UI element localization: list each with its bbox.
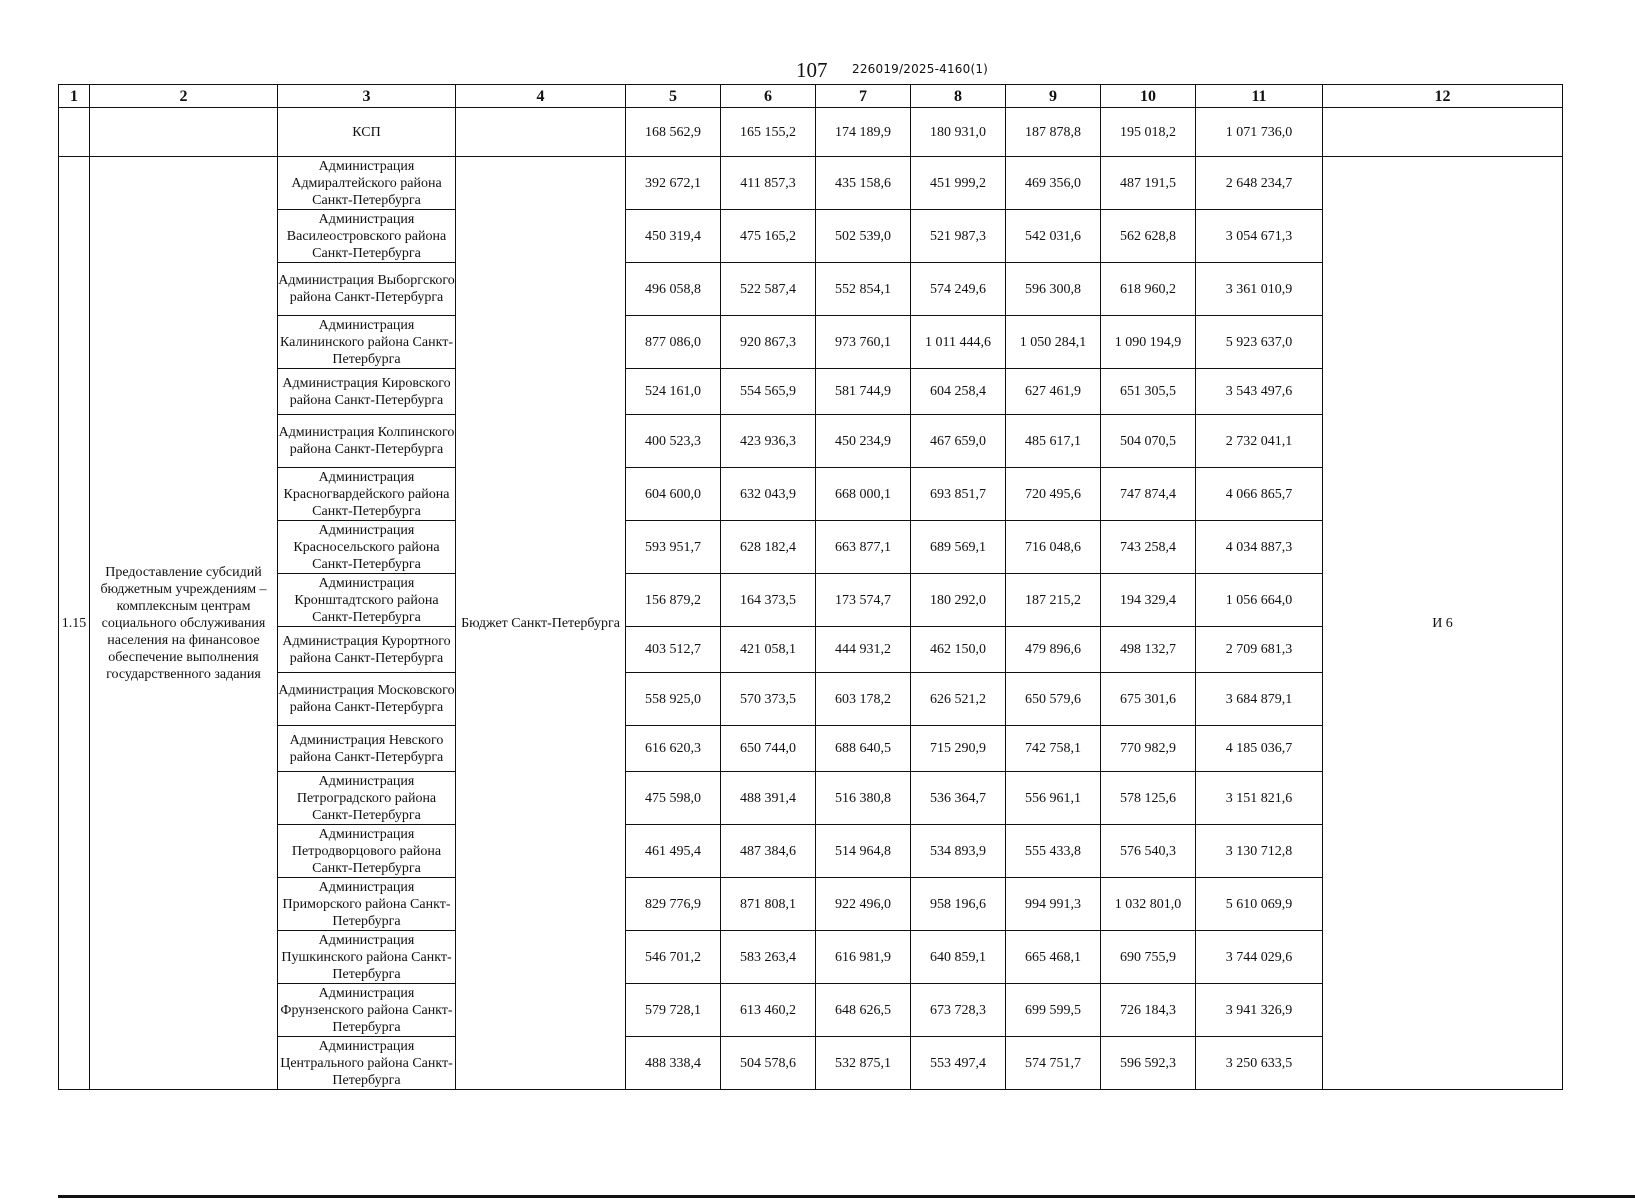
- value-cell: 726 184,3: [1101, 984, 1196, 1037]
- value-cell: 627 461,9: [1006, 369, 1101, 415]
- total-cell: 3 361 010,9: [1196, 263, 1323, 316]
- value-cell: 554 565,9: [721, 369, 816, 415]
- value-cell: 596 300,8: [1006, 263, 1101, 316]
- value-cell: 444 931,2: [816, 627, 911, 673]
- value-cell: 467 659,0: [911, 415, 1006, 468]
- document-code: 226019/2025-4160(1): [852, 62, 989, 76]
- total-cell: 3 151 821,6: [1196, 772, 1323, 825]
- value-cell: 516 380,8: [816, 772, 911, 825]
- value-cell: 581 744,9: [816, 369, 911, 415]
- column-number: 8: [911, 85, 1006, 108]
- value-cell: 973 760,1: [816, 316, 911, 369]
- value-cell: 461 495,4: [626, 825, 721, 878]
- value-cell: 1 011 444,6: [911, 316, 1006, 369]
- organization-cell: Администрация Курортного района Санкт-Петербурга: [278, 627, 456, 673]
- column-number: 4: [456, 85, 626, 108]
- value-cell: 871 808,1: [721, 878, 816, 931]
- total-cell: 3 941 326,9: [1196, 984, 1323, 1037]
- total-cell: 2 732 041,1: [1196, 415, 1323, 468]
- value-cell: 435 158,6: [816, 157, 911, 210]
- value-cell: 487 191,5: [1101, 157, 1196, 210]
- total-cell: 5 610 069,9: [1196, 878, 1323, 931]
- value-cell: 770 982,9: [1101, 726, 1196, 772]
- value-cell: 632 043,9: [721, 468, 816, 521]
- value-cell: 920 867,3: [721, 316, 816, 369]
- organization-cell: Администрация Красногвардейского района Санкт-Петербурга: [278, 468, 456, 521]
- item-number: 1.15: [59, 157, 90, 1090]
- value-cell: 689 569,1: [911, 521, 1006, 574]
- value-cell: 747 874,4: [1101, 468, 1196, 521]
- value-cell: 663 877,1: [816, 521, 911, 574]
- value-cell: 400 523,3: [626, 415, 721, 468]
- organization-cell: Администрация Кировского района Санкт-Петербурга: [278, 369, 456, 415]
- value-cell: 574 249,6: [911, 263, 1006, 316]
- column-number: 9: [1006, 85, 1101, 108]
- organization-cell: Администрация Петроградского района Санкт-Петербурга: [278, 772, 456, 825]
- table-row: [59, 157, 1563, 210]
- column-number: 12: [1323, 85, 1563, 108]
- column-number: 10: [1101, 85, 1196, 108]
- value-cell: 403 512,7: [626, 627, 721, 673]
- value-cell: 165 155,2: [721, 108, 816, 157]
- value-cell: 720 495,6: [1006, 468, 1101, 521]
- organization-cell: Администрация Калининского района Санкт-Петербурга: [278, 316, 456, 369]
- value-cell: 514 964,8: [816, 825, 911, 878]
- value-cell: 194 329,4: [1101, 574, 1196, 627]
- empty-cell: [90, 108, 278, 157]
- page-number: 107: [796, 58, 828, 82]
- total-cell: 4 185 036,7: [1196, 726, 1323, 772]
- ksp-label: КСП: [278, 108, 456, 157]
- empty-cell: [1323, 108, 1563, 157]
- organization-cell: Администрация Кронштадтского района Санкт-Петербурга: [278, 574, 456, 627]
- value-cell: 498 132,7: [1101, 627, 1196, 673]
- organization-cell: Администрация Центрального района Санкт-Петербурга: [278, 1037, 456, 1090]
- value-cell: 716 048,6: [1006, 521, 1101, 574]
- total-cell: 1 056 664,0: [1196, 574, 1323, 627]
- value-cell: 532 875,1: [816, 1037, 911, 1090]
- value-cell: 673 728,3: [911, 984, 1006, 1037]
- total-cell: 2 648 234,7: [1196, 157, 1323, 210]
- total-cell: 4 034 887,3: [1196, 521, 1323, 574]
- value-cell: 534 893,9: [911, 825, 1006, 878]
- value-cell: 613 460,2: [721, 984, 816, 1037]
- value-cell: 640 859,1: [911, 931, 1006, 984]
- value-cell: 488 391,4: [721, 772, 816, 825]
- value-cell: 1 050 284,1: [1006, 316, 1101, 369]
- value-cell: 651 305,5: [1101, 369, 1196, 415]
- value-cell: 187 878,8: [1006, 108, 1101, 157]
- value-cell: 715 290,9: [911, 726, 1006, 772]
- value-cell: 650 579,6: [1006, 673, 1101, 726]
- value-cell: 173 574,7: [816, 574, 911, 627]
- column-number: 2: [90, 85, 278, 108]
- column-number: 3: [278, 85, 456, 108]
- value-cell: 922 496,0: [816, 878, 911, 931]
- value-cell: 521 987,3: [911, 210, 1006, 263]
- value-cell: 618 960,2: [1101, 263, 1196, 316]
- value-cell: 1 032 801,0: [1101, 878, 1196, 931]
- value-cell: 578 125,6: [1101, 772, 1196, 825]
- value-cell: 688 640,5: [816, 726, 911, 772]
- column-number: 6: [721, 85, 816, 108]
- value-cell: 411 857,3: [721, 157, 816, 210]
- value-cell: 156 879,2: [626, 574, 721, 627]
- value-cell: 558 925,0: [626, 673, 721, 726]
- value-cell: 450 234,9: [816, 415, 911, 468]
- empty-cell: [456, 108, 626, 157]
- value-cell: 562 628,8: [1101, 210, 1196, 263]
- value-cell: 180 292,0: [911, 574, 1006, 627]
- column-number: 1: [59, 85, 90, 108]
- organization-cell: Администрация Фрунзенского района Санкт-Петербурга: [278, 984, 456, 1037]
- indicator-cell: И 6: [1323, 157, 1563, 1090]
- value-cell: 462 150,0: [911, 627, 1006, 673]
- column-number: 5: [626, 85, 721, 108]
- value-cell: 579 728,1: [626, 984, 721, 1037]
- organization-cell: Администрация Петродворцового района Санкт-Петербурга: [278, 825, 456, 878]
- item-description: Предоставление субсидий бюджетным учреждениям – комплексным центрам социального обслуживания населения на финансовое обеспечение выполнения государственного задания: [90, 157, 278, 1090]
- value-cell: 502 539,0: [816, 210, 911, 263]
- value-cell: 553 497,4: [911, 1037, 1006, 1090]
- value-cell: 451 999,2: [911, 157, 1006, 210]
- value-cell: 546 701,2: [626, 931, 721, 984]
- organization-cell: Администрация Московского района Санкт-Петербурга: [278, 673, 456, 726]
- organization-cell: Администрация Красносельского района Санкт-Петербурга: [278, 521, 456, 574]
- value-cell: 504 070,5: [1101, 415, 1196, 468]
- value-cell: 604 258,4: [911, 369, 1006, 415]
- ksp-row: [59, 108, 1563, 157]
- value-cell: 488 338,4: [626, 1037, 721, 1090]
- value-cell: 699 599,5: [1006, 984, 1101, 1037]
- value-cell: 485 617,1: [1006, 415, 1101, 468]
- value-cell: 596 592,3: [1101, 1037, 1196, 1090]
- value-cell: 604 600,0: [626, 468, 721, 521]
- total-cell: 3 054 671,3: [1196, 210, 1323, 263]
- value-cell: 570 373,5: [721, 673, 816, 726]
- organization-cell: Администрация Невского района Санкт-Петербурга: [278, 726, 456, 772]
- value-cell: 552 854,1: [816, 263, 911, 316]
- value-cell: 675 301,6: [1101, 673, 1196, 726]
- value-cell: 524 161,0: [626, 369, 721, 415]
- value-cell: 195 018,2: [1101, 108, 1196, 157]
- value-cell: 583 263,4: [721, 931, 816, 984]
- value-cell: 536 364,7: [911, 772, 1006, 825]
- organization-cell: Администрация Приморского района Санкт-Петербурга: [278, 878, 456, 931]
- column-number: 11: [1196, 85, 1323, 108]
- value-cell: 556 961,1: [1006, 772, 1101, 825]
- value-cell: 421 058,1: [721, 627, 816, 673]
- value-cell: 187 215,2: [1006, 574, 1101, 627]
- value-cell: 174 189,9: [816, 108, 911, 157]
- budget-table: [58, 84, 1563, 1090]
- organization-cell: Администрация Василеостровского района Санкт-Петербурга: [278, 210, 456, 263]
- value-cell: 877 086,0: [626, 316, 721, 369]
- value-cell: 1 090 194,9: [1101, 316, 1196, 369]
- column-number: 7: [816, 85, 911, 108]
- organization-cell: Администрация Адмиралтейского района Санкт-Петербурга: [278, 157, 456, 210]
- value-cell: 958 196,6: [911, 878, 1006, 931]
- value-cell: 628 182,4: [721, 521, 816, 574]
- value-cell: 475 165,2: [721, 210, 816, 263]
- organization-cell: Администрация Колпинского района Санкт-Петербурга: [278, 415, 456, 468]
- value-cell: 616 981,9: [816, 931, 911, 984]
- value-cell: 555 433,8: [1006, 825, 1101, 878]
- value-cell: 522 587,4: [721, 263, 816, 316]
- total-cell: 5 923 637,0: [1196, 316, 1323, 369]
- column-number-row: [59, 85, 1563, 108]
- total-cell: 3 744 029,6: [1196, 931, 1323, 984]
- value-cell: 542 031,6: [1006, 210, 1101, 263]
- table-body: [59, 85, 1563, 1090]
- value-cell: 665 468,1: [1006, 931, 1101, 984]
- organization-cell: Администрация Выборгского района Санкт-Петербурга: [278, 263, 456, 316]
- value-cell: 574 751,7: [1006, 1037, 1101, 1090]
- value-cell: 576 540,3: [1101, 825, 1196, 878]
- value-cell: 180 931,0: [911, 108, 1006, 157]
- value-cell: 650 744,0: [721, 726, 816, 772]
- total-cell: 1 071 736,0: [1196, 108, 1323, 157]
- empty-cell: [59, 108, 90, 157]
- value-cell: 690 755,9: [1101, 931, 1196, 984]
- value-cell: 475 598,0: [626, 772, 721, 825]
- value-cell: 668 000,1: [816, 468, 911, 521]
- value-cell: 829 776,9: [626, 878, 721, 931]
- total-cell: 4 066 865,7: [1196, 468, 1323, 521]
- value-cell: 648 626,5: [816, 984, 911, 1037]
- value-cell: 392 672,1: [626, 157, 721, 210]
- value-cell: 496 058,8: [626, 263, 721, 316]
- value-cell: 504 578,6: [721, 1037, 816, 1090]
- value-cell: 994 991,3: [1006, 878, 1101, 931]
- organization-cell: Администрация Пушкинского района Санкт-Петербурга: [278, 931, 456, 984]
- page-header: [0, 58, 1635, 82]
- value-cell: 743 258,4: [1101, 521, 1196, 574]
- value-cell: 469 356,0: [1006, 157, 1101, 210]
- value-cell: 616 620,3: [626, 726, 721, 772]
- value-cell: 487 384,6: [721, 825, 816, 878]
- value-cell: 479 896,6: [1006, 627, 1101, 673]
- value-cell: 164 373,5: [721, 574, 816, 627]
- value-cell: 693 851,7: [911, 468, 1006, 521]
- value-cell: 626 521,2: [911, 673, 1006, 726]
- value-cell: 168 562,9: [626, 108, 721, 157]
- value-cell: 742 758,1: [1006, 726, 1101, 772]
- funding-source: Бюджет Санкт-Петербурга: [456, 157, 626, 1090]
- total-cell: 3 543 497,6: [1196, 369, 1323, 415]
- value-cell: 603 178,2: [816, 673, 911, 726]
- total-cell: 3 684 879,1: [1196, 673, 1323, 726]
- total-cell: 3 250 633,5: [1196, 1037, 1323, 1090]
- bottom-scan-edge: [58, 1195, 1635, 1198]
- value-cell: 423 936,3: [721, 415, 816, 468]
- value-cell: 450 319,4: [626, 210, 721, 263]
- value-cell: 593 951,7: [626, 521, 721, 574]
- total-cell: 3 130 712,8: [1196, 825, 1323, 878]
- total-cell: 2 709 681,3: [1196, 627, 1323, 673]
